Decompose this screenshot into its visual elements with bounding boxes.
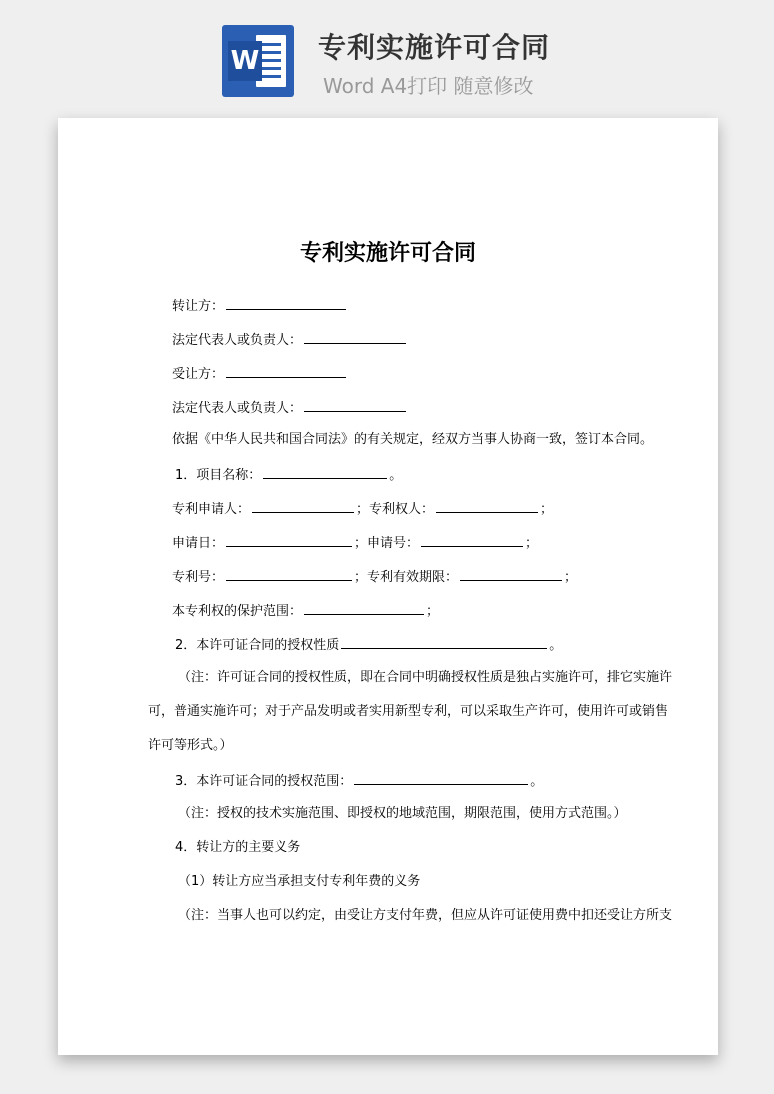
item4-line: 4．转让方的主要义务 xyxy=(175,840,301,855)
transferor-rep-blank[interactable] xyxy=(304,330,406,344)
item1-label: 1．项目名称： xyxy=(175,468,262,483)
transferee-blank[interactable] xyxy=(226,364,346,378)
validity-label: ；专利有效期限： xyxy=(354,570,459,585)
transferor-blank[interactable] xyxy=(226,296,346,310)
applicant-blank[interactable] xyxy=(252,499,354,513)
transferor-label: 转让方： xyxy=(172,299,225,314)
transferor-rep-label: 法定代表人或负责人： xyxy=(172,333,303,348)
patent-no-label: 专利号： xyxy=(172,570,225,585)
transferor-rep-line xyxy=(172,330,408,350)
transferee-rep-blank[interactable] xyxy=(304,398,406,412)
document-title: 专利实施许可合同 xyxy=(299,241,476,266)
transferor-line xyxy=(172,296,348,316)
transferee-rep-line xyxy=(172,398,408,418)
patentee-blank[interactable] xyxy=(436,499,538,513)
item3-line xyxy=(175,771,543,791)
item3-end: 。 xyxy=(530,774,544,789)
note3-line: （注：当事人也可以约定，由受让方支付年费，但应从许可证使用费中扣还受让方所支 xyxy=(178,908,673,923)
item2-end: 。 xyxy=(549,638,563,653)
transferee-line xyxy=(172,364,348,384)
apply-date-line-end: ； xyxy=(525,536,539,551)
intro-paragraph: 依据《中华人民共和国合同法》的有关规定，经双方当事人协商一致，签订本合同。 xyxy=(172,432,654,447)
apply-no-blank[interactable] xyxy=(421,533,523,547)
applicant-line xyxy=(172,499,553,519)
apply-date-blank[interactable] xyxy=(226,533,352,547)
authorization-nature-blank[interactable] xyxy=(341,635,547,649)
word-icon-letter: W xyxy=(228,41,262,81)
note1-line3: 许可等形式。） xyxy=(148,738,233,753)
item1-end: 。 xyxy=(389,468,403,483)
patent-no-blank[interactable] xyxy=(226,567,352,581)
header-subtitle: Word A4打印 随意修改 xyxy=(323,74,534,98)
scope-blank[interactable] xyxy=(304,601,424,615)
transferee-label: 受让方： xyxy=(172,367,225,382)
apply-date-label: 申请日： xyxy=(172,536,225,551)
page-header xyxy=(0,0,774,110)
note1-line2: 可，普通实施许可；对于产品发明或者实用新型专利，可以采取生产许可，使用许可或销售 xyxy=(148,704,669,719)
scope-line xyxy=(172,601,439,621)
note2-line: （注：授权的技术实施范围、即授权的地域范围，期限范围，使用方式范围。） xyxy=(178,806,627,821)
word-icon xyxy=(222,25,294,97)
item3-label: 3．本许可证合同的授权范围： xyxy=(175,774,353,789)
apply-no-label: ；申请号： xyxy=(354,536,420,551)
transferee-rep-label: 法定代表人或负责人： xyxy=(172,401,303,416)
patent-no-line-end: ； xyxy=(564,570,578,585)
scope-line-end: ； xyxy=(426,604,440,619)
header-title: 专利实施许可合同 xyxy=(318,31,551,64)
applicant-label: 专利申请人： xyxy=(172,502,251,517)
scope-label: 本专利权的保护范围： xyxy=(172,604,303,619)
document-page xyxy=(58,118,718,1055)
patentee-label: ；专利权人： xyxy=(356,502,435,517)
item2-label: 2．本许可证合同的授权性质 xyxy=(175,638,340,653)
item2-line xyxy=(175,635,562,655)
item1-line xyxy=(175,465,402,485)
note1-line1: （注：许可证合同的授权性质，即在合同中明确授权性质是独占实施许可，排它实施许 xyxy=(178,670,673,685)
validity-blank[interactable] xyxy=(460,567,562,581)
item4-1-line: （1）转让方应当承担支付专利年费的义务 xyxy=(178,874,421,889)
applicant-line-end: ； xyxy=(540,502,554,517)
patent-no-line xyxy=(172,567,577,587)
authorization-scope-blank[interactable] xyxy=(354,771,528,785)
apply-date-line xyxy=(172,533,538,553)
project-name-blank[interactable] xyxy=(263,465,387,479)
